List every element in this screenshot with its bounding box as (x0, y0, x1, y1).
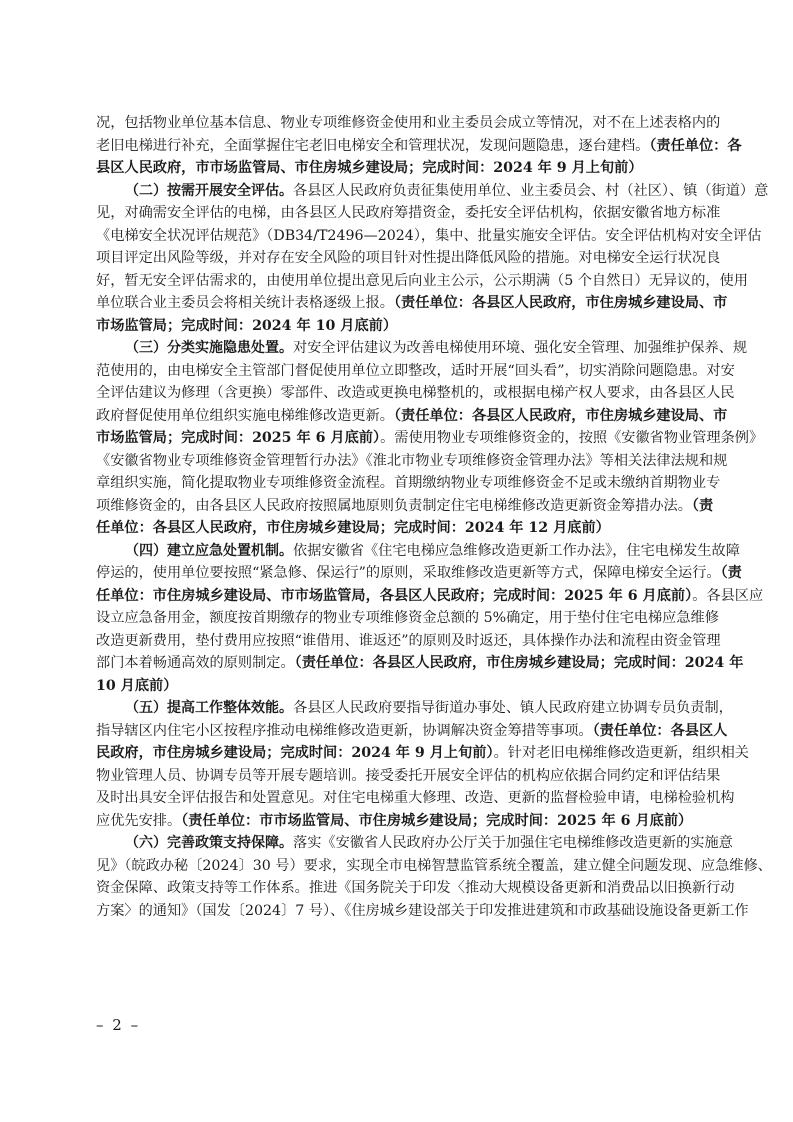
text-line (96, 360, 735, 383)
text-line (96, 202, 721, 225)
text-run: 《安徽省物业专项维修资金管理暂行办法》《淮北市物业专项维修资金管理办法》等相关法律法规和规 (96, 452, 728, 469)
text-run: 《电梯安全状况评估规范》（DB34/T2496—2024），集中、批量实施安全评估。安全评估机构对安全评估 (96, 227, 762, 244)
text-run: 。各县区应 (692, 587, 764, 604)
text-line (96, 607, 719, 630)
responsibility-note: （责任单位：各县区人 (592, 722, 728, 739)
text-line (96, 472, 721, 495)
text-run: 政府督促使用单位组织实施电梯维修改造更新。 (96, 407, 394, 424)
text-run: 好，暂无安全评估需求的，由使用单位提出意见后向业主公示，公示期满（5 个自然日）无异议的，使用 (96, 272, 748, 289)
text-line (96, 270, 748, 293)
text-run: 方案〉的通知》（国发〔2024〕7 号）、《住房城乡建设部关于印发推进建筑和市政基础设施设备更新工作 (96, 902, 749, 919)
responsibility-note: （责任单位：各县区人民政府，市住房城乡建设局、市 (393, 295, 728, 311)
text-line (96, 337, 748, 360)
text-line (96, 112, 721, 135)
text-run: 部门本着畅通高效的原则制定。 (96, 655, 295, 671)
text-line (96, 450, 728, 473)
text-line (96, 585, 764, 608)
text-line (96, 562, 742, 585)
text-line (96, 900, 749, 923)
page-number: – 2 – (96, 1016, 141, 1034)
responsibility-note: 市场监管局；完成时间：2024 年 10 月底前） (96, 317, 398, 334)
text-line (96, 135, 742, 158)
text-run: 项目评定出风险等级，并对存在安全风险的项目针对性提出降低风险的措施。对电梯安全运行状况良 (96, 250, 721, 266)
text-run: 见》（皖政办秘〔2024〕30 号）要求，实现全市电梯智慧监管系统全覆盖，建立健全问题发现、应急维修、 (96, 857, 772, 874)
text-run: 停运的，使用单位要按照“紧急修、保运行”的原则，采取维修改造更新等方式，保障电梯安全运行。 (96, 565, 721, 581)
text-run: 资金保障、政策支持等工作体系。推进《国务院关于印发〈推动大规模设备更新和消费品以旧换新行动 (96, 880, 735, 896)
text-line (96, 225, 762, 248)
responsibility-note: （责任单位：市市场监管局、市住房城乡建设局；完成时间：2025 年 6 月底前） (181, 812, 693, 829)
body-text (96, 112, 772, 922)
text-line (96, 517, 700, 540)
text-run: 对安全评估建议为改善电梯使用环境、强化安全管理、加强维护保养、规 (293, 340, 748, 356)
responsibility-note: 任单位：各县区人民政府，市住房城乡建设局；完成时间：2024 年 12 月底前） (96, 520, 610, 536)
text-run: 况，包括物业单位基本信息、物业专项维修资金使用和业主委员会成立等情况，对不在上述表格内的 (96, 115, 721, 131)
text-line (96, 675, 700, 698)
responsibility-note: 市场监管局；完成时间：2025 年 6 月底前） (96, 430, 381, 446)
text-run: 各县区人民政府负责征集使用单位、业主委员会、村（社区）、镇（街道）意 (293, 182, 769, 199)
text-run: 落实《安徽省人民政府办公厅关于加强住宅电梯维修改造更新的实施意 (293, 835, 733, 851)
text-run: 单位联合业主委员会将相关统计表格逐级上报。 (96, 295, 394, 311)
text-run: 。需使用物业专项维修资金的，按照《安徽省物业管理条例》 (380, 430, 764, 446)
responsibility-note: （责任单位：各 (649, 137, 742, 154)
text-line (96, 697, 733, 720)
text-run: 章组织实施，简化提取物业专项维修资金流程。首期缴纳物业专项维修资金不足或未缴纳首期物业专 (96, 475, 721, 491)
text-line (96, 495, 714, 518)
text-line (96, 832, 733, 855)
text-line (96, 810, 700, 833)
text-run: 改造更新费用，垫付费用应按照“谁借用、谁返还”的原则及时返还，具体操作办法和流程由资金管理 (96, 632, 721, 649)
text-line (96, 180, 769, 203)
text-line (96, 405, 728, 428)
responsibility-note: （责 (720, 565, 742, 581)
section-heading: （五）提高工作整体效能。 (125, 700, 293, 716)
section-heading: （四）建立应急处置机制。 (125, 542, 293, 559)
text-run: 指导辖区内住宅小区按程序推动电梯维修改造更新，协调解决资金筹措等事项。 (96, 722, 593, 739)
text-line (96, 630, 721, 653)
section-heading: （三）分类实施隐患处置。 (125, 340, 293, 356)
text-line (96, 652, 744, 675)
text-line (96, 855, 772, 878)
text-run: 项维修资金的，由各县区人民政府按照属地原则负责制定住宅电梯维修改造更新资金筹措办法。 (96, 497, 692, 514)
text-run: 应优先安排。 (96, 812, 182, 829)
responsibility-note: 民政府，市住房城乡建设局；完成时间：2024 年 9 月上旬前） (96, 745, 494, 761)
text-line (96, 382, 735, 405)
text-line (96, 787, 735, 810)
text-run: 见，对确需安全评估的电梯，由各县区人民政府筹措资金，委托安全评估机构，依据安徽省地方标准 (96, 205, 721, 221)
section-heading: （二）按需开展安全评估。 (125, 182, 293, 199)
text-line (96, 540, 740, 563)
responsibility-note: 县区人民政府，市市场监管局、市住房城乡建设局；完成时间：2024 年 9 月上旬前） (96, 160, 643, 176)
text-line (96, 247, 721, 270)
text-run: 范使用的，由电梯安全主管部门督促使用单位立即整改，适时开展“回头看”，切实消除问题隐患。对安 (96, 362, 735, 379)
text-line (96, 427, 764, 450)
responsibility-note: （责任单位：各县区人民政府，市住房城乡建设局；完成时间：2024 年 (294, 655, 744, 671)
text-run: 物业管理人员、协调专员等开展专题培训。接受委托开展安全评估的机构应依据合同约定和评估结果 (96, 767, 721, 784)
text-run: 全评估建议为修理（含更换）零部件、改造或更换电梯整机的，或根据电梯产权人要求，由各县区人民 (96, 385, 735, 401)
text-line (96, 315, 700, 338)
text-run: 设立应急备用金，额度按首期缴存的物业专项维修资金总额的 5%确定，用于垫付住宅电梯应急维修 (96, 610, 719, 626)
text-run: 各县区人民政府要指导街道办事处、镇人民政府建立协调专员负责制， (293, 700, 733, 716)
responsibility-note: （责任单位：各县区人民政府，市住房城乡建设局、市 (393, 407, 728, 424)
text-line (96, 157, 700, 180)
section-heading: （六）完善政策支持保障。 (125, 835, 293, 851)
text-run: 及时出具安全评估报告和处置意见。对住宅电梯重大修理、改造、更新的监督检验申请，电梯检验机构 (96, 790, 735, 806)
responsibility-note: 任单位：市住房城乡建设局、市市场监管局，各县区人民政府；完成时间：2025 年 6 月底前） (96, 587, 693, 604)
text-run: 。针对老旧电梯维修改造更新，组织相关 (493, 745, 749, 761)
text-line (96, 877, 735, 900)
text-line (96, 720, 728, 743)
text-run: 老旧电梯进行补充，全面掌握住宅老旧电梯安全和管理状况，发现问题隐患，逐台建档。 (96, 137, 650, 154)
text-line (96, 742, 749, 765)
text-line (96, 292, 728, 315)
text-line (96, 765, 721, 788)
text-run: 依据安徽省《住宅电梯应急维修改造更新工作办法》，住宅电梯发生故障 (293, 542, 740, 559)
responsibility-note: （责 (691, 497, 714, 514)
responsibility-note: 10 月底前） (96, 677, 178, 694)
